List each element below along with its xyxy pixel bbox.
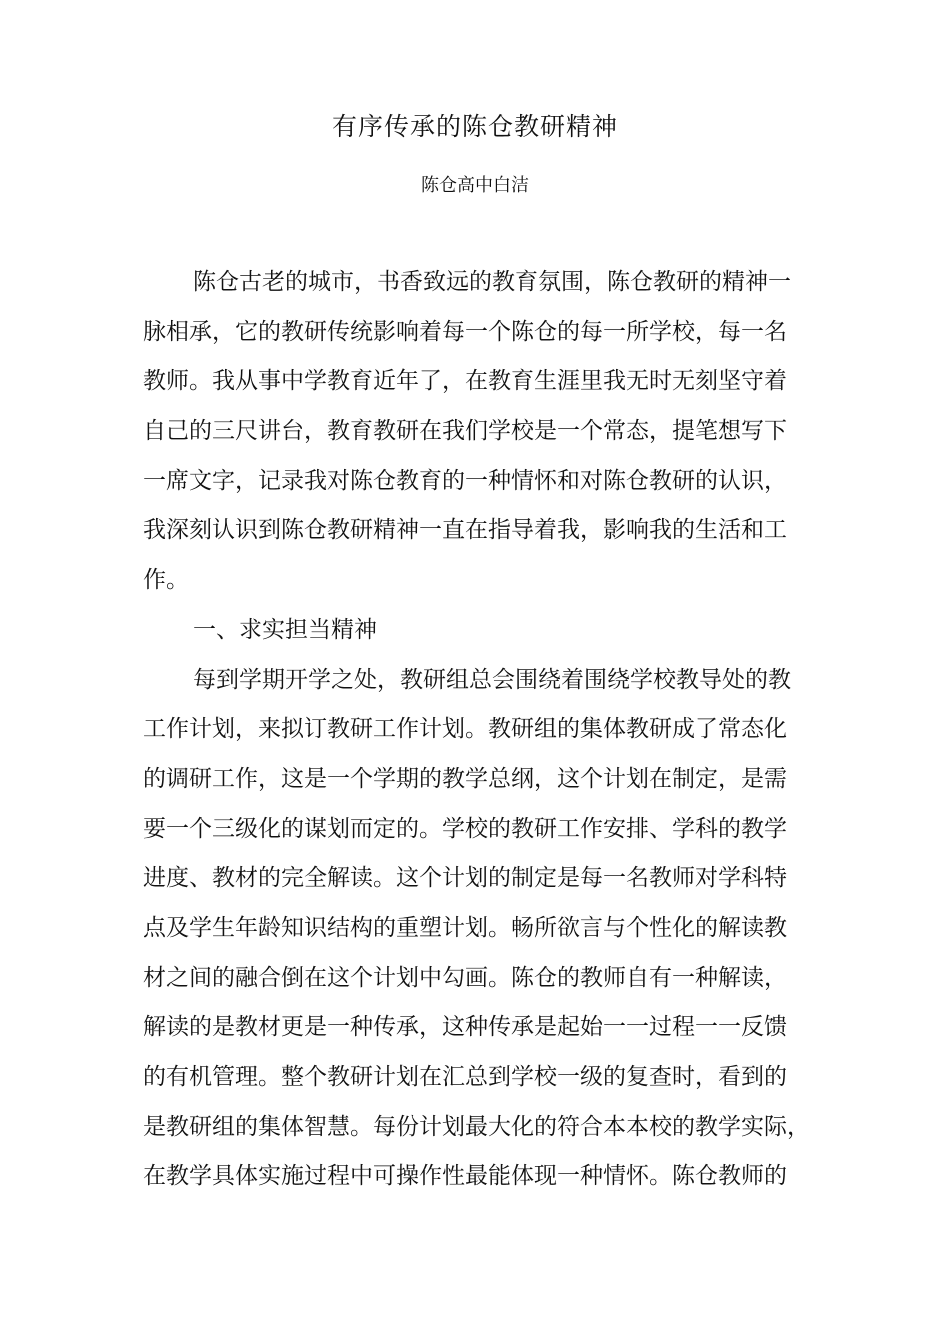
- document-title: 有序传承的陈仓教研精神: [331, 112, 618, 141]
- paragraph-line: 点及学生年龄知识结构的重塑计划。畅所欲言与个性化的解读教: [143, 914, 787, 941]
- paragraph-line: 进度、教材的完全解读。这个计划的制定是每一名教师对学科特: [143, 865, 787, 892]
- paragraph-line: 工作计划，来拟订教研工作计划。教研组的集体教研成了常态化: [143, 716, 787, 743]
- paragraph-line: 脉相承，它的教研传统影响着每一个陈仓的每一所学校，每一名: [143, 318, 787, 345]
- paragraph-line: 作。: [143, 567, 189, 594]
- paragraph-line: 要一个三级化的谋划而定的。学校的教研工作安排、学科的教学: [143, 815, 787, 842]
- paragraph-line: 我深刻认识到陈仓教研精神一直在指导着我，影响我的生活和工: [143, 517, 787, 544]
- paragraph-line: 是教研组的集体智慧。每份计划最大化的符合本本校的教学实际，: [143, 1113, 810, 1140]
- section-heading: 一、求实担当精神: [193, 616, 377, 643]
- paragraph-line: 解读的是教材更是一种传承，这种传承是起始一一过程一一反馈: [143, 1014, 787, 1041]
- paragraph-line: 陈仓古老的城市，书香致远的教育氛围，陈仓教研的精神一: [193, 269, 791, 295]
- document-author: 陈仓高中白洁: [421, 175, 529, 196]
- paragraph-line: 的调研工作，这是一个学期的教学总纲，这个计划在制定，是需: [143, 765, 787, 792]
- paragraph-line: 材之间的融合倒在这个计划中勾画。陈仓的教师自有一种解读，: [143, 964, 787, 991]
- paragraph-line: 在教学具体实施过程中可操作性最能体现一种情怀。陈仓教师的: [143, 1163, 787, 1190]
- document-body: [143, 262, 813, 1206]
- paragraph-line: 教师。我从事中学教育近年了，在教育生涯里我无时无刻坚守着: [143, 368, 787, 395]
- paragraph-line: 自己的三尺讲台，教育教研在我们学校是一个常态，提笔想写下: [143, 418, 787, 445]
- paragraph-line: 一席文字，记录我对陈仓教育的一种情怀和对陈仓教研的认识，: [143, 467, 787, 494]
- paragraph-line: 每到学期开学之处，教研组总会围绕着围绕学校教导处的教: [193, 666, 791, 693]
- paragraph-line: 的有机管理。整个教研计划在汇总到学校一级的复查时，看到的: [143, 1064, 787, 1090]
